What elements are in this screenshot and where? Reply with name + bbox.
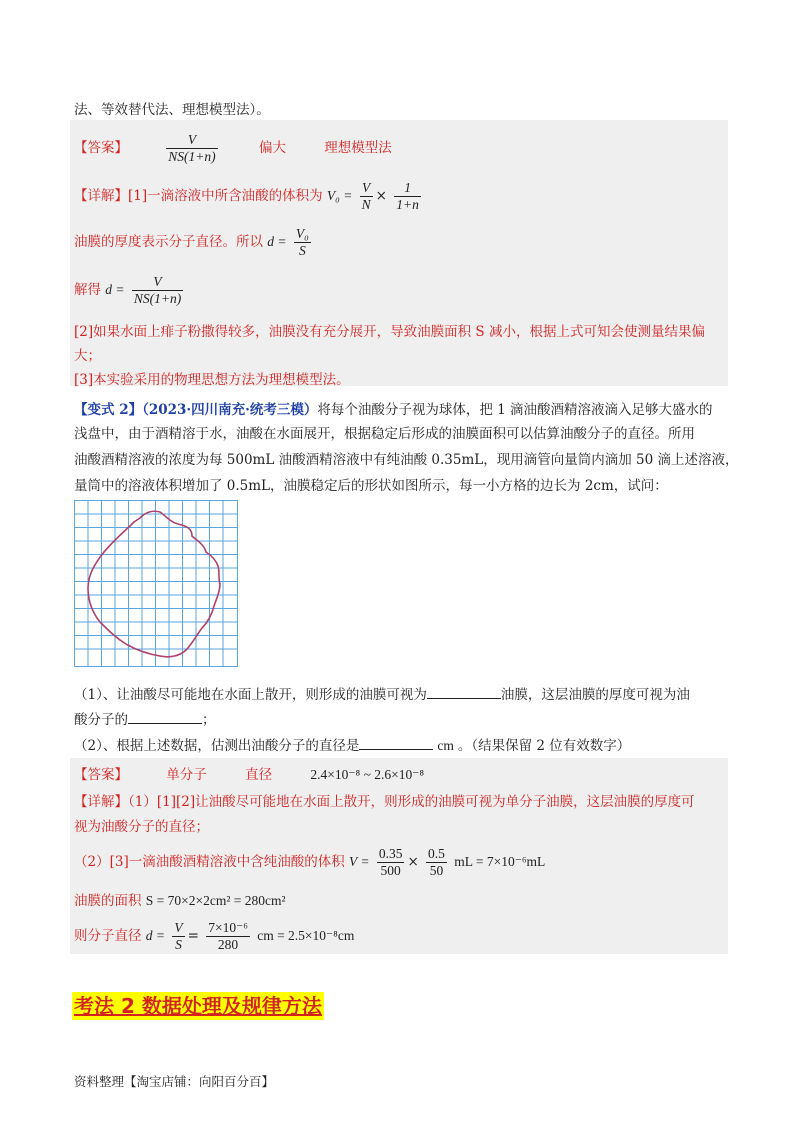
q1-answer-row: [74, 132, 392, 165]
footer-text: 资料整理【淘宝店铺：向阳百分百】: [74, 1074, 275, 1089]
top-line: 法、等效替代法、理想模型法）。: [74, 102, 270, 118]
q2-sub1-line2: 酸分子的 ；: [74, 708, 216, 728]
q1-answer-2: 偏大: [258, 140, 286, 156]
q2-tag: 【变式 2】: [74, 402, 143, 418]
q2-detail-2: （2）[3]一滴油酸酒精溶液中含纯油酸的体积 V = $\frac{0.35}{500}$ × $\frac{0.5}{50}$ mL = 7×10⁻⁶mL: [74, 846, 546, 878]
q1-detail-3: 解得 d = $\frac{V}{NS(1+n)}$: [74, 274, 182, 306]
q2-sub1-line1: （1）、让油酸尽可能地在水面上散开，则形成的油膜可视为 油膜，这层油膜的厚度可视为油: [74, 683, 690, 703]
q2-stem-line3: 油酸酒精溶液的浓度为每 500mL 油酸酒精溶液中有纯油酸 0.35mL，现用滴管向量筒内滴加 50 滴上述溶液，: [74, 452, 739, 468]
q2-sub2: （2）、根据上述数据，估测出油酸分子的直径是 cm 。（结果保留 2 位有效数字）: [74, 734, 630, 754]
q2-answer-tag: 【答案】: [74, 767, 128, 783]
q2-answer-1: 单分子: [166, 767, 207, 783]
blank-3[interactable]: [359, 735, 433, 750]
section-heading: 考法 2 数据处理及规律方法: [74, 994, 322, 1018]
q2-answer-row: [74, 763, 424, 783]
q1-answer-tag: 【答案】: [74, 140, 128, 156]
q1-detail-4-line1: [2]如果水面上痱子粉撒得较多，油膜没有充分展开，导致油膜面积 S 减小，根据上式可知会使测量结果偏: [74, 324, 705, 340]
q1-detail-1: 【详解】[1]一滴溶液中所含油酸的体积为 V₀ = $\frac{V}{N}$ × $\frac{1}{1+n}$: [74, 180, 419, 212]
q2-stem-line1: 【变式 2】（2023·四川南充·统考三模）将每个油酸分子视为球体，把 1 滴油酸酒精溶液滴入足够大盛水的: [74, 402, 713, 418]
q2-detail-3: 油膜的面积 S = 70×2×2cm² = 280cm²: [74, 893, 286, 909]
blank-2[interactable]: [128, 709, 202, 724]
oil-film-grid-figure: [74, 500, 238, 667]
q2-stem-line2: 浅盘中，由于酒精溶于水，油酸在水面展开，根据稳定后形成的油膜面积可以估算油酸分子的直径。所用: [74, 426, 695, 442]
q2-detail-1-line1: 【详解】（1）[1][2]让油酸尽可能地在水面上散开，则形成的油膜可视为单分子油膜，这层油膜的厚度可: [74, 794, 695, 810]
q1-detail-5: [3]本实验采用的物理思想方法为理想模型法。: [74, 372, 350, 388]
q1-answer-1: $\frac{V}{NS(1+n)}$: [168, 132, 216, 164]
q1-detail-tag: 【详解】: [74, 188, 128, 204]
q2-answer-3: 2.4×10⁻⁸ ~ 2.6×10⁻⁸: [310, 767, 425, 782]
q1-detail-2: 油膜的厚度表示分子直径。所以 d = $\frac{\text{V₀}}{S}$: [74, 226, 309, 258]
q2-detail-1-line2: 视为油酸分子的直径；: [74, 819, 209, 835]
q1-answer-3: 理想模型法: [324, 140, 392, 156]
oil-film-outline: [88, 511, 220, 657]
q2-stem-line4: 量筒中的溶液体积增加了 0.5mL，油膜稳定后的形状如图所示，每一小方格的边长为 2cm，试问：: [74, 478, 668, 494]
q2-source: （2023·四川南充·统考三模）: [142, 402, 318, 418]
blank-1[interactable]: [427, 684, 501, 699]
q2-detail-tag: 【详解】: [74, 794, 128, 810]
q1-detail-4-line2: 大；: [74, 348, 101, 364]
q2-detail-4: 则分子直径 d = $\frac{V}{S}$ = $\frac{\text{7×10⁻⁶}}{280}$ cm = 2.5×10⁻⁸cm: [74, 920, 355, 952]
grid-lines: [74, 500, 238, 667]
q2-answer-2: 直径: [245, 767, 273, 783]
